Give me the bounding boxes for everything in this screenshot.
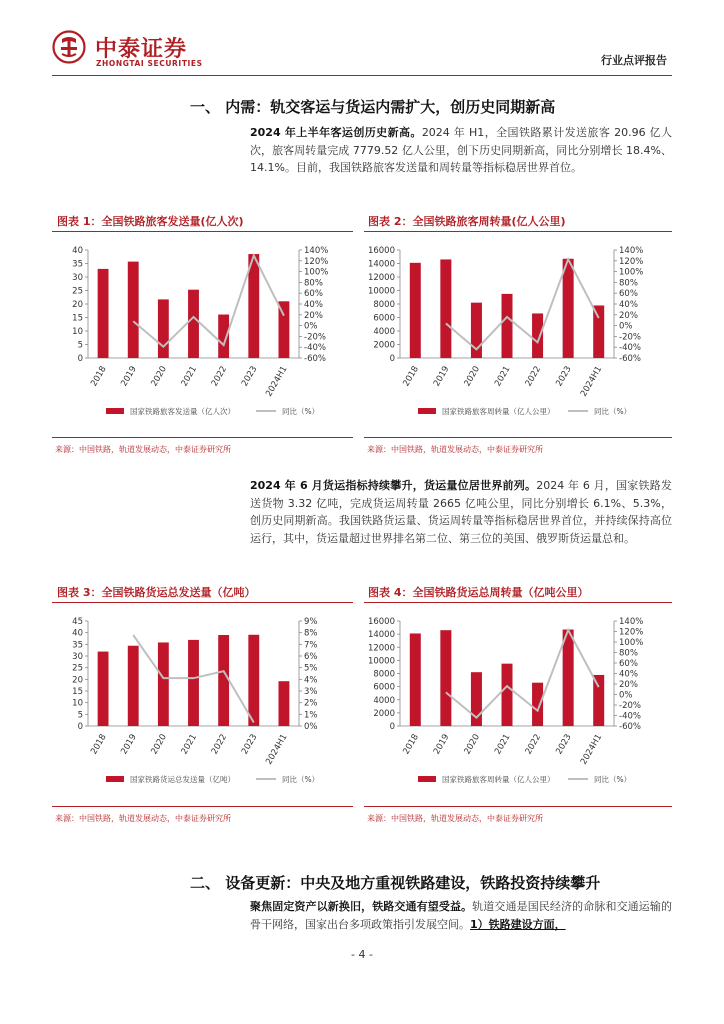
x-tick-label: 2019: [431, 364, 452, 389]
left-axis-tick-label: 14000: [367, 259, 395, 270]
right-axis-tick-label: 140%: [619, 617, 644, 627]
chart-4-title-rule: [364, 602, 672, 603]
legend-bar-label: 国家铁路旅客周转量（亿人公里）: [442, 407, 555, 416]
left-axis-tick-label: 0: [389, 354, 395, 364]
left-axis-tick-label: 35: [72, 259, 83, 270]
right-axis-tick-label: 80%: [619, 278, 638, 289]
x-tick-label: 2022: [523, 732, 544, 757]
bar-2021: [188, 290, 199, 358]
legend-bar-swatch: [418, 776, 436, 782]
right-axis-tick-label: 9%: [304, 617, 318, 627]
left-axis-tick-label: 15: [72, 313, 83, 324]
chart-1-title-rule: [52, 231, 353, 232]
logo-text-en: ZHONGTAI SECURITIES: [96, 59, 203, 68]
chart-4-source: 来源：中国铁路，轨道发展动态，中泰证券研究所: [367, 814, 543, 823]
x-tick-label: 2020: [462, 732, 483, 757]
left-axis-tick-label: 4000: [373, 327, 395, 337]
right-axis-tick-label: 7%: [304, 640, 318, 651]
section-2-title: 二、 设备更新：中央及地方重视铁路建设，铁路投资持续攀升: [190, 874, 601, 892]
left-axis-tick-label: 0: [389, 722, 395, 732]
right-axis-tick-label: 0%: [304, 321, 318, 332]
right-axis-tick-label: 40%: [619, 669, 638, 680]
x-tick-label: 2023: [554, 364, 574, 389]
left-axis-tick-label: 10: [72, 327, 83, 337]
x-tick-label: 2019: [119, 732, 139, 757]
x-tick-label: 2019: [431, 732, 452, 757]
chart-1-bottom-rule: [52, 437, 353, 438]
paragraph-investment: [250, 898, 672, 933]
right-axis-tick-label: 20%: [619, 680, 638, 690]
right-axis-tick-label: 20%: [619, 310, 638, 321]
x-tick-label: 2024H1: [264, 732, 290, 767]
yoy-line: [446, 259, 599, 349]
left-axis-tick-label: 30: [72, 652, 83, 662]
right-axis-tick-label: 60%: [304, 289, 323, 300]
paragraph-freight-body: 2024 年 6 月，国家铁路发送货物 3.32 亿吨，完成货运周转量 2665 亿吨公里，同比分别增长 6.1%、5.3%，创历史同期新高。我国铁路货运量、货运周转量等指标稳居世界首位，并持续保持高位运行，其中，货运量超过世界排名第二位、第三位的美国、俄罗斯货运量总和。: [250, 479, 672, 545]
report-type-label: 行业点评报告: [601, 54, 667, 67]
chart-3-bottom-rule: [52, 806, 353, 807]
x-tick-label: 2020: [149, 732, 169, 757]
bar-2018: [98, 269, 109, 358]
x-tick-label: 2024H1: [264, 364, 290, 399]
x-tick-label: 2024H1: [578, 364, 605, 399]
section-1-title: 一、 内需：轨交客运与货运内需扩大，创历史同期新高: [190, 98, 556, 116]
right-axis-tick-label: 140%: [619, 246, 644, 256]
x-tick-label: 2022: [523, 364, 544, 389]
left-axis-tick-label: 10000: [367, 656, 395, 667]
x-tick-label: 2023: [239, 364, 260, 389]
left-axis-tick-label: 14000: [367, 630, 395, 641]
chart-2-title-rule: [364, 231, 672, 232]
chart-4-bottom-rule: [364, 806, 672, 807]
left-axis-tick-label: 30: [72, 273, 83, 283]
x-tick-label: 2020: [149, 364, 169, 389]
legend-bar-label: 国家铁路旅客周转量（亿人公里）: [442, 775, 555, 784]
yoy-line: [446, 630, 599, 718]
bar-2019: [128, 262, 139, 358]
left-axis-tick-label: 6000: [373, 313, 395, 324]
bar-2019: [440, 630, 451, 726]
right-axis-tick-label: 140%: [304, 246, 329, 256]
bar-2020: [158, 299, 169, 358]
page-number: - 4 -: [351, 948, 373, 961]
chart-2-source: 来源：中国铁路，轨道发展动态，中泰证券研究所: [367, 445, 543, 454]
right-axis-tick-label: 4%: [304, 675, 318, 686]
chart-1: [52, 234, 357, 434]
chart-3-title-rule: [52, 602, 353, 603]
chart-2-bottom-rule: [364, 437, 672, 438]
right-axis-tick-label: 40%: [304, 300, 323, 310]
legend-bar-swatch: [106, 408, 124, 414]
right-axis-tick-label: 80%: [304, 278, 323, 289]
chart-2: [364, 234, 672, 434]
x-tick-label: 2018: [89, 364, 109, 389]
left-axis-tick-label: 5: [77, 710, 83, 721]
right-axis-tick-label: 8%: [304, 628, 318, 639]
paragraph-passenger-lead: 2024 年上半年客运创历史新高。: [250, 126, 422, 139]
left-axis-tick-label: 16000: [367, 246, 395, 256]
paragraph-freight: [250, 477, 672, 547]
bar-2019: [128, 646, 139, 726]
chart-4: [364, 605, 672, 802]
bar-2023: [563, 259, 574, 358]
bar-2023: [248, 635, 259, 726]
right-axis-tick-label: 2%: [304, 698, 318, 709]
bar-2022: [532, 313, 543, 358]
chart-2-title: 图表 2：全国铁路旅客周转量(亿人公里): [368, 215, 566, 228]
x-tick-label: 2021: [493, 732, 513, 757]
left-axis-tick-label: 40: [72, 246, 83, 256]
left-axis-tick-label: 0: [77, 722, 83, 732]
bar-2021: [501, 664, 512, 726]
right-axis-tick-label: -60%: [304, 354, 326, 364]
left-axis-tick-label: 2000: [373, 340, 395, 351]
right-axis-tick-label: 100%: [619, 267, 644, 278]
right-axis-tick-label: -40%: [619, 343, 641, 354]
chart-3-source: 来源：中国铁路，轨道发展动态，中泰证券研究所: [55, 814, 231, 823]
right-axis-tick-label: 120%: [619, 256, 644, 267]
chart-4-title: 图表 4：全国铁路货运总周转量（亿吨公里）: [368, 586, 589, 599]
left-axis-tick-label: 10: [72, 698, 83, 709]
left-axis-tick-label: 45: [72, 617, 83, 627]
bar-2024H1: [279, 681, 290, 726]
bar-2018: [410, 633, 421, 726]
left-axis-tick-label: 15: [72, 687, 83, 697]
x-tick-label: 2022: [209, 732, 230, 757]
legend-line-label: 同比（%）: [594, 775, 632, 784]
legend-line-label: 同比（%）: [282, 775, 320, 784]
x-tick-label: 2022: [209, 364, 230, 389]
right-axis-tick-label: -20%: [619, 332, 641, 343]
right-axis-tick-label: 40%: [619, 300, 638, 310]
right-axis-tick-label: 120%: [619, 627, 644, 638]
x-tick-label: 2018: [401, 364, 421, 389]
chart-1-title: 图表 1：全国铁路旅客发送量(亿人次): [57, 215, 244, 228]
right-axis-tick-label: 60%: [619, 289, 638, 300]
right-axis-tick-label: 60%: [619, 659, 638, 669]
right-axis-tick-label: -20%: [304, 332, 326, 343]
logo-text-cn: 中泰证券: [95, 37, 188, 62]
bar-2023: [563, 630, 574, 726]
left-axis-tick-label: 4000: [373, 695, 395, 706]
right-axis-tick-label: -60%: [619, 722, 641, 732]
header-divider: [52, 75, 672, 76]
x-tick-label: 2021: [179, 364, 200, 389]
right-axis-tick-label: 100%: [619, 638, 644, 648]
paragraph-freight-lead: 2024 年 6 月货运指标持续攀升，货运量位居世界前列。: [250, 479, 537, 492]
bar-2024H1: [593, 675, 604, 726]
bar-2022: [532, 683, 543, 726]
bar-2019: [440, 259, 451, 358]
right-axis-tick-label: 20%: [304, 310, 323, 321]
left-axis-tick-label: 8000: [373, 669, 395, 680]
right-axis-tick-label: 5%: [304, 663, 318, 674]
left-axis-tick-label: 40: [72, 628, 83, 639]
x-tick-label: 2018: [401, 732, 421, 757]
paragraph-passenger: [250, 124, 672, 177]
legend-line-label: 同比（%）: [594, 407, 632, 416]
right-axis-tick-label: -40%: [619, 711, 641, 722]
right-axis-tick-label: 120%: [304, 256, 329, 267]
right-axis-tick-label: -60%: [619, 354, 641, 364]
left-axis-tick-label: 6000: [373, 682, 395, 693]
x-tick-label: 2021: [179, 732, 200, 757]
right-axis-tick-label: -20%: [619, 701, 641, 711]
legend-bar-swatch: [106, 776, 124, 782]
paragraph-investment-underline: 1）铁路建设方面，: [470, 917, 566, 931]
bar-2024H1: [593, 305, 604, 358]
right-axis-tick-label: 80%: [619, 648, 638, 659]
chart-3-title: 图表 3：全国铁路货运总发送量（亿吨）: [57, 586, 256, 599]
right-axis-tick-label: 0%: [304, 722, 318, 732]
left-axis-tick-label: 20: [72, 675, 83, 686]
bar-2022: [218, 635, 229, 726]
bar-2021: [188, 640, 199, 726]
bar-2018: [98, 652, 109, 726]
left-axis-tick-label: 35: [72, 640, 83, 651]
yoy-line: [133, 255, 284, 346]
paragraph-investment-lead: 聚焦固定资产以新换旧，铁路交通有望受益。: [250, 900, 473, 913]
x-tick-label: 2023: [239, 732, 260, 757]
left-axis-tick-label: 2000: [373, 708, 395, 719]
left-axis-tick-label: 0: [77, 354, 83, 364]
chart-1-source: 来源：中国铁路，轨道发展动态，中泰证券研究所: [55, 445, 231, 454]
x-tick-label: 2024H1: [578, 732, 605, 767]
left-axis-tick-label: 8000: [373, 300, 395, 310]
right-axis-tick-label: 100%: [304, 267, 329, 278]
paragraph-passenger-body: 2024 年 H1，全国铁路累计发送旅客 20.96 亿人次，旅客周转量完成 7779.52 亿人公里，创下历史同期新高，同比分别增长 18.4%、14.1%。目前，我国铁路旅客发送量和周转量等指标稳居世界首位。: [250, 126, 672, 174]
left-axis-tick-label: 20: [72, 300, 83, 310]
left-axis-tick-label: 12000: [367, 273, 395, 283]
left-axis-tick-label: 25: [72, 286, 83, 297]
right-axis-tick-label: 0%: [619, 321, 633, 332]
right-axis-tick-label: 1%: [304, 710, 318, 721]
left-axis-tick-label: 5: [77, 340, 83, 351]
x-tick-label: 2018: [89, 732, 109, 757]
legend-bar-label: 国家铁路旅客发送量（亿人次）: [130, 407, 235, 416]
x-tick-label: 2019: [119, 364, 139, 389]
right-axis-tick-label: 6%: [304, 652, 318, 662]
right-axis-tick-label: -40%: [304, 343, 326, 354]
legend-line-label: 同比（%）: [282, 407, 320, 416]
bar-2020: [158, 642, 169, 726]
company-logo-icon: [52, 30, 86, 64]
legend-bar-swatch: [418, 408, 436, 414]
right-axis-tick-label: 0%: [619, 690, 633, 701]
right-axis-tick-label: 3%: [304, 687, 318, 697]
left-axis-tick-label: 10000: [367, 286, 395, 297]
left-axis-tick-label: 25: [72, 663, 83, 674]
left-axis-tick-label: 12000: [367, 643, 395, 654]
bar-2018: [410, 263, 421, 358]
x-tick-label: 2023: [554, 732, 574, 757]
chart-3: [52, 605, 357, 802]
legend-bar-label: 国家铁路货运总发送量（亿吨）: [130, 775, 235, 784]
left-axis-tick-label: 16000: [367, 617, 395, 627]
x-tick-label: 2020: [462, 364, 483, 389]
x-tick-label: 2021: [493, 364, 513, 389]
bar-2021: [501, 294, 512, 358]
paragraph-investment-body: 轨道交通是国民经济的命脉和交通运输的骨干网络，国家出台多项政策指引发展空间。: [250, 900, 673, 931]
